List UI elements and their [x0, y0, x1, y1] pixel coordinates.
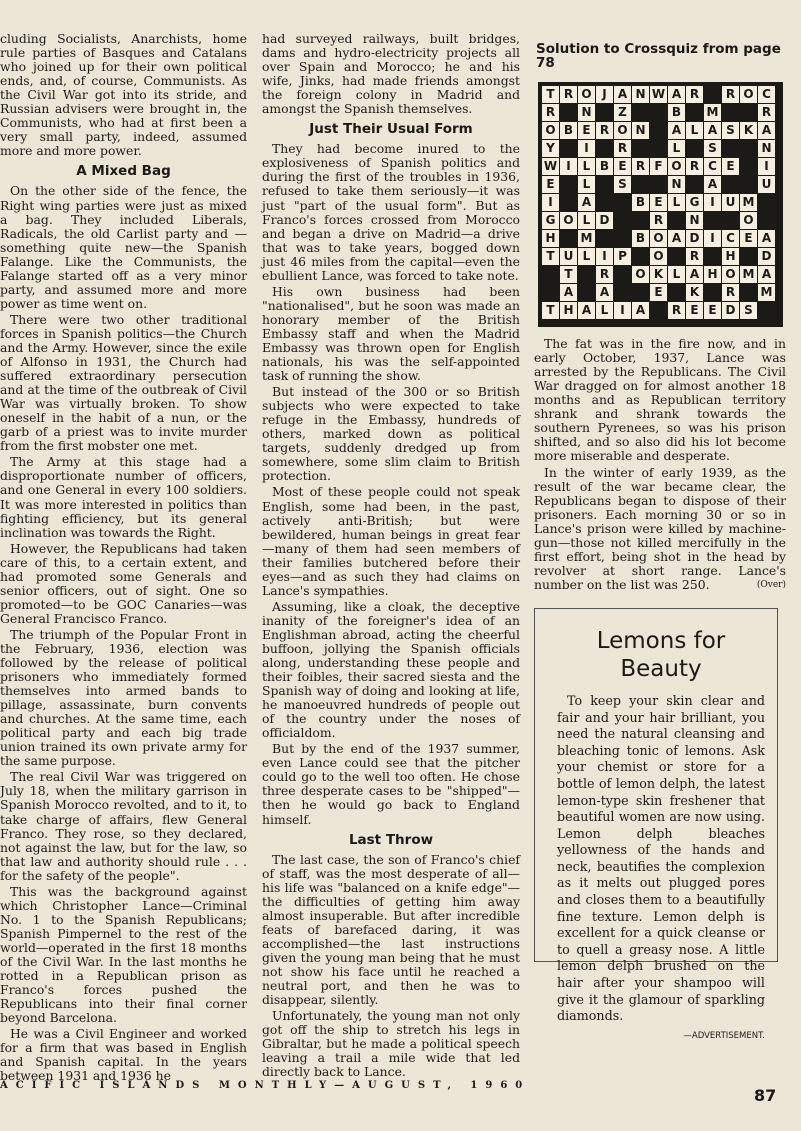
grid-cell: U	[758, 176, 775, 193]
grid-block	[722, 176, 739, 193]
paragraph: The fat was in the fire now, and in early October, 1937, Lance was arrested by the Republicans. The Civil War dragged on for almost another 18 months and as Republican territory shrank and shrank towards the southern Pyrenees, so was his prison shifted, and so also did his lot become more miserable and desperate.	[534, 336, 786, 464]
paragraph: The real Civil War was triggered on July 18, when the military garrison in Spanish Morocco revolted, and to it, to take charge of affairs, flew General Franco. They rose, so they declared, not against the law, but for the law, so that law and authority should rule . . . for the safety of the people".	[0, 769, 247, 883]
grid-cell: H	[722, 248, 739, 265]
grid-cell: A	[758, 266, 775, 283]
grid-cell: R	[758, 104, 775, 121]
grid-cell: A	[704, 176, 721, 193]
grid-block	[704, 212, 721, 229]
grid-block	[686, 140, 703, 157]
grid-cell: T	[560, 266, 577, 283]
grid-cell: O	[542, 122, 559, 139]
paragraph: His own business had been "nationalised", but he soon was made an honorary member of the British Embassy staff and when the Madrid Embassy was thrown open for English nationals, his was the self-appointed task of running the show.	[262, 283, 520, 384]
grid-block	[614, 284, 631, 301]
grid-cell: I	[758, 158, 775, 175]
paragraph: There were two other traditional forces in Spanish politics—the Church and the Army. However, since the exile of Alfonso in 1931, the Church had suffered extraordinary persecution and at the time of the outbreak of Civil War was virtually broken. To show oneself in the habit of a nun, or the garb of a priest was to invite murder from the first mobster one met.	[0, 311, 247, 454]
grid-cell: B	[668, 104, 685, 121]
grid-cell: A	[578, 302, 595, 319]
paragraph: On the other side of the fence, the Right wing parties were just as mixed a bag. They included Liberals, Radicals, the old Carlist party and —something quite new—the Spanish Falange. Like the Communists, the Falange started off as a very minor party, and assumed more and more power as time went on.	[0, 183, 247, 311]
grid-cell: E	[650, 284, 667, 301]
grid-block	[758, 194, 775, 211]
grid-block	[578, 266, 595, 283]
grid-cell: L	[668, 140, 685, 157]
grid-cell: Z	[614, 104, 631, 121]
grid-cell: K	[686, 284, 703, 301]
grid-cell: L	[578, 158, 595, 175]
grid-cell: H	[704, 266, 721, 283]
grid-block	[578, 284, 595, 301]
section-heading: A Mixed Bag	[76, 163, 171, 180]
grid-block	[650, 302, 667, 319]
grid-cell: P	[614, 248, 631, 265]
grid-block	[560, 230, 577, 247]
grid-cell: R	[596, 266, 613, 283]
grid-block	[740, 104, 757, 121]
grid-cell: E	[542, 176, 559, 193]
grid-cell: I	[596, 248, 613, 265]
grid-cell: N	[758, 140, 775, 157]
article-column-1	[0, 32, 247, 1085]
grid-block	[560, 194, 577, 211]
grid-block	[740, 284, 757, 301]
grid-cell: A	[758, 122, 775, 139]
grid-cell: C	[758, 86, 775, 103]
grid-cell: A	[632, 302, 649, 319]
paragraph: He was a Civil Engineer and worked for a firm that was based in English and Spanish capital. In the years between 1931 and 1936 he	[0, 1026, 247, 1084]
grid-cell: A	[668, 230, 685, 247]
grid-cell: M	[578, 230, 595, 247]
grid-block	[596, 230, 613, 247]
grid-block	[614, 230, 631, 247]
grid-cell: C	[722, 230, 739, 247]
paragraph: The last case, the son of Franco's chief of staff, was the most desperate of all—his life was "balanced on a knife edge"—the difficulties of getting him away almost insuperable. But after incredible feats of barefaced daring, it was accomplished—the last instructions given the young man being that he must not show his face until he reached a neutral port, and then he was to disappear, silently.	[262, 851, 520, 1008]
paragraph: However, the Republicans had taken care of this, to a certain extent, and had promoted some Generals and senior officers, out of sight. One so promoted—to be GOC Canaries—was General Francisco Franco.	[0, 540, 247, 626]
grid-block	[596, 140, 613, 157]
grid-cell: E	[740, 230, 757, 247]
grid-cell: R	[686, 86, 703, 103]
grid-block	[650, 104, 667, 121]
grid-cell: A	[668, 86, 685, 103]
grid-cell: O	[614, 122, 631, 139]
grid-cell: B	[560, 122, 577, 139]
grid-cell: A	[686, 266, 703, 283]
grid-cell: L	[686, 122, 703, 139]
grid-block	[758, 212, 775, 229]
grid-cell: O	[740, 86, 757, 103]
crossword-grid	[538, 82, 783, 327]
grid-cell: N	[632, 86, 649, 103]
grid-cell: D	[596, 212, 613, 229]
grid-block	[560, 176, 577, 193]
grid-cell: N	[668, 176, 685, 193]
grid-cell: A	[704, 122, 721, 139]
page-number: 87	[754, 1086, 777, 1105]
paragraph: Assuming, like a cloak, the deceptive inanity of the foreigner's idea of an Englishman abroad, acting the cheerful buffoon, jollying the Spanish officials along, understanding these people and their foibles, their sacred siesta and the Spanish way of doing and looking at life, he manoeuvred hundreds of people out of the country under the noses of officialdom.	[262, 598, 520, 741]
grid-cell: A	[560, 284, 577, 301]
grid-block	[686, 176, 703, 193]
grid-block	[740, 176, 757, 193]
grid-cell: A	[668, 122, 685, 139]
grid-cell: J	[596, 86, 613, 103]
grid-cell: N	[578, 104, 595, 121]
grid-cell: D	[758, 248, 775, 265]
grid-cell: S	[704, 140, 721, 157]
grid-cell: R	[722, 284, 739, 301]
grid-block	[704, 284, 721, 301]
paragraph: Most of these people could not speak English, some had been, in the past, actively anti-British; but were bewildered, human beings in great fear—many of them had seen members of their families butchered before their eyes—and as such they had claims on Lance's sympathies.	[262, 484, 520, 598]
grid-cell: L	[578, 212, 595, 229]
grid-cell: G	[542, 212, 559, 229]
grid-cell: O	[722, 266, 739, 283]
grid-block	[740, 158, 757, 175]
grid-block	[614, 212, 631, 229]
grid-cell: O	[560, 212, 577, 229]
grid-cell: D	[722, 302, 739, 319]
grid-block	[632, 176, 649, 193]
grid-cell: G	[686, 194, 703, 211]
grid-cell: L	[578, 248, 595, 265]
grid-cell: O	[578, 86, 595, 103]
grid-cell: K	[740, 122, 757, 139]
grid-cell: B	[596, 158, 613, 175]
grid-block	[632, 140, 649, 157]
grid-cell: U	[560, 248, 577, 265]
grid-cell: R	[686, 158, 703, 175]
paragraph: This was the background against which Christopher Lance—Criminal No. 1 to the Spanish Republicans; Spanish Pimpernel to the rest of the world—operated in the first 18 months of the Civil War. In the last months he rotted in a Republican prison as Franco's forces pushed the Republicans into their final corner beyond Barcelona.	[0, 883, 247, 1026]
grid-block	[740, 140, 757, 157]
grid-cell: R	[596, 122, 613, 139]
grid-cell: S	[722, 122, 739, 139]
grid-cell: E	[704, 302, 721, 319]
grid-cell: R	[722, 86, 739, 103]
grid-block	[596, 194, 613, 211]
grid-block	[614, 266, 631, 283]
grid-cell: L	[596, 302, 613, 319]
grid-cell: I	[704, 194, 721, 211]
grid-block	[668, 284, 685, 301]
grid-cell: I	[614, 302, 631, 319]
page-footer-masthead: ACIFIC ISLANDS MONTHLY—AUGUST, 1960	[0, 1080, 531, 1091]
paragraph: But instead of the 300 or so British subjects who were expected to take refuge in the Embassy, hundreds of others, marked down as political targets, suddenly dredged up from somewhere, some slim claim to British protection.	[262, 384, 520, 484]
grid-block	[632, 104, 649, 121]
grid-cell: N	[686, 212, 703, 229]
grid-block	[614, 194, 631, 211]
grid-cell: L	[578, 176, 595, 193]
grid-cell: T	[542, 86, 559, 103]
grid-block	[704, 86, 721, 103]
grid-cell: L	[668, 194, 685, 211]
grid-block	[740, 248, 757, 265]
grid-block	[650, 140, 667, 157]
grid-cell: K	[650, 266, 667, 283]
grid-cell: Y	[542, 140, 559, 157]
grid-cell: M	[740, 266, 757, 283]
section-heading: Last Throw	[348, 831, 434, 848]
grid-cell: R	[560, 86, 577, 103]
grid-cell: O	[668, 158, 685, 175]
grid-cell: M	[740, 194, 757, 211]
grid-cell: O	[740, 212, 757, 229]
grid-cell: E	[578, 122, 595, 139]
grid-block	[758, 302, 775, 319]
grid-cell: R	[614, 140, 631, 157]
grid-cell: O	[650, 248, 667, 265]
paragraph: Unfortunately, the young man not only got off the ship to stretch his legs in Gibraltar, but he made a political speech leaving a trail a mile wide that led directly back to Lance.	[262, 1008, 520, 1080]
grid-cell: U	[722, 194, 739, 211]
grid-cell: S	[740, 302, 757, 319]
grid-cell: B	[632, 194, 649, 211]
grid-cell: T	[542, 302, 559, 319]
paragraph: The Army at this stage had a disproportionate number of officers, and one General in every 100 soldiers. It was more interested in politics than fighting efficiency, but its general inclination was towards the Right.	[0, 454, 247, 540]
grid-cell: F	[650, 158, 667, 175]
grid-cell: R	[686, 248, 703, 265]
paragraph: They had become inured to the explosiveness of Spanish politics and during the first of the troubles in 1936, refused to take them seriously—it was just "part of the usual form". But as Franco's forces crossed from Morocco and began a drive on Madrid—a drive that was to take years, bogged down just 46 miles from the capital—even the ebullient Lance, was forced to take note.	[262, 141, 520, 283]
grid-cell: H	[560, 302, 577, 319]
grid-cell: A	[614, 86, 631, 103]
paragraph: The triumph of the Popular Front in the February, 1936, election was followed by the release of political prisoners who immediately formed themselves into armed bands to pillage, assassinate, burn convents and churches. At the same time, each political party and each big trade union trained its own private army for the same purpose.	[0, 626, 247, 769]
grid-cell: W	[651, 87, 666, 102]
grid-block	[542, 266, 559, 283]
grid-cell: L	[668, 266, 685, 283]
grid-cell: H	[542, 230, 559, 247]
paragraph: But by the end of the 1937 summer, even Lance could see that the pitcher could go to the well too often. He chose three desperate cases to be "shipped"—then he would go back to England himself.	[262, 741, 520, 827]
grid-cell: O	[650, 230, 667, 247]
grid-block	[632, 248, 649, 265]
grid-cell: N	[632, 122, 649, 139]
grid-block	[722, 212, 739, 229]
grid-block	[686, 104, 703, 121]
grid-cell: R	[542, 104, 559, 121]
grid-block	[650, 176, 667, 193]
grid-cell: E	[650, 194, 667, 211]
grid-block	[596, 104, 613, 121]
grid-cell: E	[686, 302, 703, 319]
grid-cell: S	[614, 176, 631, 193]
continued-marker: (Over)	[756, 579, 786, 590]
grid-block	[560, 104, 577, 121]
grid-cell: M	[704, 104, 721, 121]
grid-block	[668, 212, 685, 229]
grid-cell: R	[632, 158, 649, 175]
ad-title: Lemons for Beauty	[596, 627, 726, 682]
grid-cell: I	[560, 158, 577, 175]
grid-block	[722, 104, 739, 121]
article-column-3	[534, 32, 786, 1041]
grid-block	[596, 176, 613, 193]
grid-cell: O	[632, 266, 649, 283]
grid-block	[668, 248, 685, 265]
paragraph-text: In the winter of early 1939, as the result of the war became clear, the Republicans began to dispose of their prisoners. Each morning 30 or so in Lance's prison were killed by machine-gun—those not killed mercifully in the first effort, being shot in the head by revolver at short range. Lance's number on the list was 250.	[534, 464, 786, 592]
grid-cell: I	[578, 140, 595, 157]
grid-cell: A	[758, 230, 775, 247]
grid-cell: R	[650, 212, 667, 229]
grid-cell: T	[542, 248, 559, 265]
ad-body: To keep your skin clear and fair and your hair brilliant, you need the natural cleansing and bleaching tonic of lemons. Ask your chemist or store for a bottle of lemon delph, the latest lemon-type skin freshener that beautiful women are now using. Lemon delph bleaches yellowness of the hands and neck, beautifies the complexion as it melts out plugged pores and closes them to a beautifully fine texture. Lemon delph is excellent for a quick cleanse or to quell a greasy nose. A little lemon delph brushed on the hair after your shampoo will give it the glamour of sparkling diamonds.	[557, 692, 765, 1024]
grid-block	[560, 140, 577, 157]
paragraph	[534, 466, 786, 592]
grid-cell: R	[668, 302, 685, 319]
grid-cell: A	[596, 284, 613, 301]
grid-block	[632, 212, 649, 229]
paragraph: had surveyed railways, built bridges, dams and hydro-electricity projects all over Spain and Morocco; he and his wife, Jinks, had made friends amongst the foreign colony in Madrid and amongst the Spanish themselves.	[262, 31, 520, 117]
grid-cell: I	[542, 194, 559, 211]
article-column-2	[262, 32, 520, 1081]
grid-cell: E	[614, 158, 631, 175]
ad-tag: —ADVERTISEMENT.	[683, 1030, 765, 1041]
grid-cell: A	[578, 194, 595, 211]
grid-cell: C	[704, 158, 721, 175]
grid-cell: W	[543, 159, 558, 174]
grid-cell: M	[758, 284, 775, 301]
grid-cell: B	[632, 230, 649, 247]
paragraph: cluding Socialists, Anarchists, home rule parties of Basques and Catalans who joined up for their own political ends, and, of course, Communists. As the Civil War got into its stride, and Russian advisers were brought in, the Communists, who had at first been a very small party, indeed, assumed more and more power.	[0, 31, 247, 159]
grid-block	[650, 122, 667, 139]
grid-cell: E	[722, 158, 739, 175]
grid-cell: I	[704, 230, 721, 247]
crossquiz-solution-title: Solution to Crossquiz from page 78	[536, 41, 781, 72]
grid-block	[542, 284, 559, 301]
section-heading: Just Their Usual Form	[309, 121, 473, 138]
advertisement-box	[534, 608, 778, 1041]
grid-block	[704, 248, 721, 265]
grid-block	[632, 284, 649, 301]
grid-cell: D	[686, 230, 703, 247]
grid-block	[722, 140, 739, 157]
